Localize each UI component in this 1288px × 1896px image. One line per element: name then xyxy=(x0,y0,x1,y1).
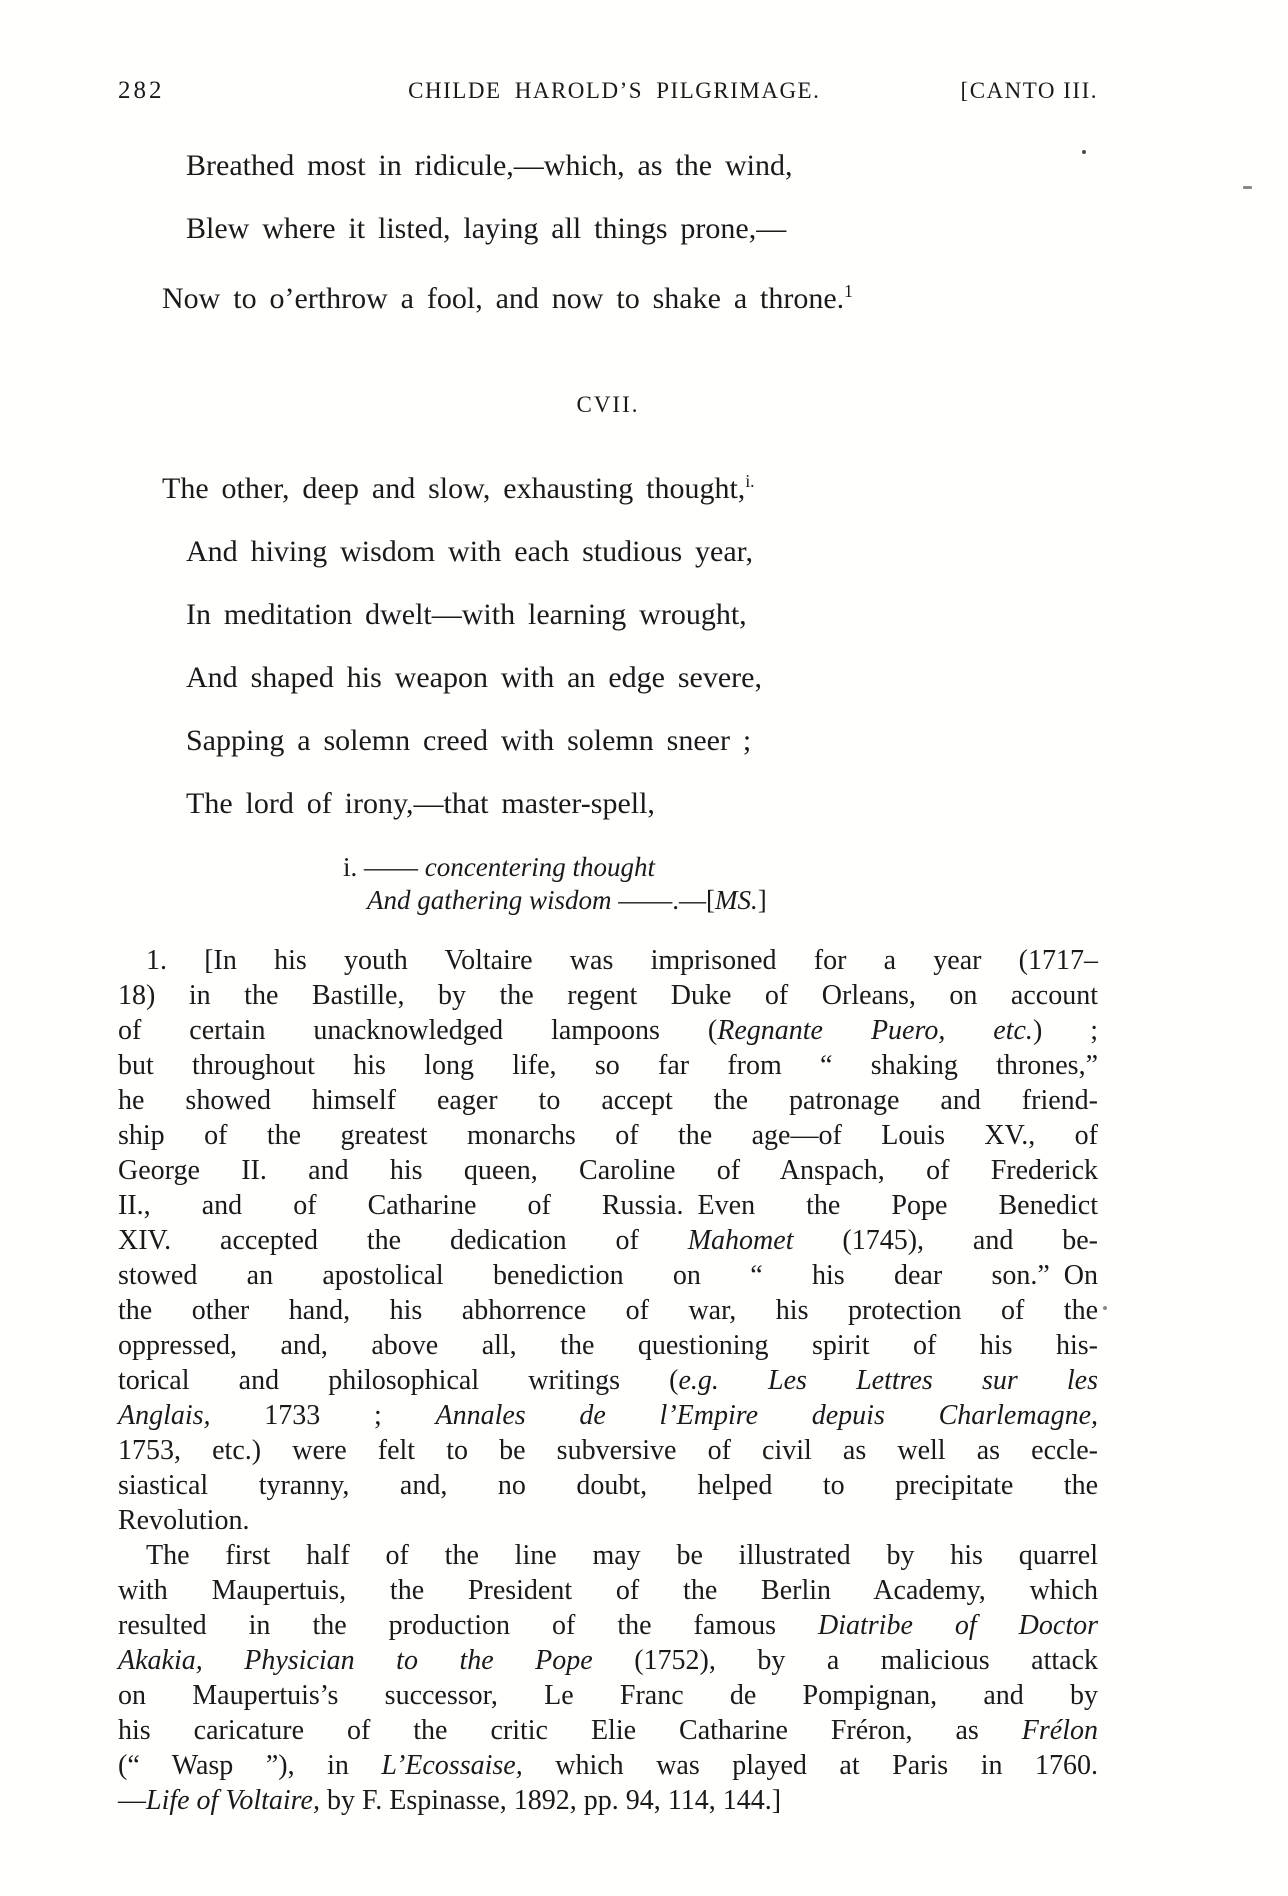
text-segment: Frélon xyxy=(1021,1715,1098,1746)
text-line xyxy=(118,1608,1098,1643)
text-segment: ship of the greatest monarchs of the age—of Louis XV., of xyxy=(118,1120,1098,1151)
text-line xyxy=(118,1748,1098,1783)
text-segment: 1733 ; xyxy=(210,1400,436,1431)
scan-speck xyxy=(1082,150,1086,154)
text-segment: (“ Wasp ”), in xyxy=(118,1750,382,1781)
text-segment: In meditation dwelt—with learning wrought, xyxy=(186,598,747,631)
text-segment: The first half of the line may be illustrated by his quarrel xyxy=(146,1540,1098,1571)
text-line xyxy=(186,197,1098,260)
footnote-reference-mark: 1 xyxy=(844,281,853,301)
text-segment: Now to o’erthrow a fool, and now to shake a throne. xyxy=(162,282,845,315)
text-segment: 1753, etc.) were felt to be subversive of civil as well as eccle- xyxy=(118,1435,1098,1466)
text-line xyxy=(118,978,1098,1013)
text-segment: The lord of irony,—that master-spell, xyxy=(186,787,655,820)
text-segment: but throughout his long life, so far from “ shaking thrones,” xyxy=(118,1050,1098,1081)
text-line xyxy=(118,1783,1098,1818)
text-segment: Anglais, xyxy=(118,1400,211,1431)
text-segment: stowed an apostolical benediction on “ his dear son.” On xyxy=(118,1260,1098,1291)
text-segment: ] xyxy=(757,885,767,915)
text-segment: resulted in the production of the famous xyxy=(118,1610,818,1641)
text-segment: And gathering wisdom xyxy=(367,885,612,915)
text-line xyxy=(186,709,1098,772)
text-segment: ) ; xyxy=(1032,1015,1098,1046)
text-segment: George II. and his queen, Caroline of Anspach, of Frederick xyxy=(118,1155,1098,1186)
text-line xyxy=(118,1223,1098,1258)
text-line xyxy=(118,1503,1098,1538)
text-segment: Diatribe of Doctor xyxy=(817,1610,1098,1641)
text-line xyxy=(118,1643,1098,1678)
text-line xyxy=(186,134,1098,197)
text-line xyxy=(118,1433,1098,1468)
scan-speck xyxy=(1243,186,1252,189)
text-segment: Blew where it listed, laying all things prone,— xyxy=(186,212,787,245)
text-line xyxy=(118,1258,1098,1293)
running-title: CHILDE HAROLD’S PILGRIMAGE. xyxy=(408,78,821,103)
text-line xyxy=(162,260,1098,330)
text-segment: Annales de l’Empire depuis Charlemagne, xyxy=(435,1400,1098,1431)
text-segment: Mahomet xyxy=(687,1225,794,1256)
text-line xyxy=(118,1468,1098,1503)
text-segment: — xyxy=(118,1785,146,1816)
text-line xyxy=(118,1363,1098,1398)
text-line xyxy=(118,1328,1098,1363)
text-segment: MS. xyxy=(715,885,758,915)
text-segment: Revolution. xyxy=(118,1505,250,1536)
text-segment: of certain unacknowledged lampoons ( xyxy=(118,1015,718,1046)
text-line xyxy=(343,851,1098,884)
text-segment: which was played at Paris in 1760. xyxy=(522,1750,1098,1781)
text-line xyxy=(118,1153,1098,1188)
text-line xyxy=(186,646,1098,709)
text-segment: siastical tyranny, and, no doubt, helped to precipitate the xyxy=(118,1470,1098,1501)
text-segment: Life of Voltaire, xyxy=(146,1785,320,1816)
page-number: 282 xyxy=(118,77,165,104)
text-segment: The other, deep and slow, exhausting thought, xyxy=(162,472,746,505)
text-line xyxy=(118,943,1098,978)
text-segment: 18) in the Bastille, by the regent Duke of Orleans, on account xyxy=(118,980,1098,1011)
text-line xyxy=(118,1293,1098,1328)
scan-speck xyxy=(1103,1306,1107,1310)
text-segment: e.g. Les Lettres sur les xyxy=(678,1365,1098,1396)
text-line xyxy=(118,1573,1098,1608)
text-segment: (1752), by a malicious attack xyxy=(592,1645,1098,1676)
text-segment: ——.—[ xyxy=(611,885,716,915)
text-line xyxy=(162,450,1098,520)
manuscript-variant-note xyxy=(343,851,1098,917)
text-segment: with Maupertuis, the President of the Berlin Academy, which xyxy=(118,1575,1098,1606)
text-line xyxy=(118,1713,1098,1748)
text-segment: torical and philosophical writings ( xyxy=(118,1365,679,1396)
text-segment: XIV. accepted the dedication of xyxy=(118,1225,688,1256)
text-segment: And hiving wisdom with each studious year, xyxy=(186,535,753,568)
text-line xyxy=(186,583,1098,646)
footnote-reference-mark: i. xyxy=(745,471,755,491)
stanza-cvii-verse xyxy=(118,450,1098,835)
text-segment: 1. [In his youth Voltaire was imprisoned for a year (1717– xyxy=(146,945,1098,976)
text-line xyxy=(118,1188,1098,1223)
text-segment: his caricature of the critic Elie Catharine Fréron, as xyxy=(118,1715,1022,1746)
text-segment: on Maupertuis’s successor, Le Franc de Pompignan, and by xyxy=(118,1680,1098,1711)
text-segment: Breathed most in ridicule,—which, as the wind, xyxy=(186,149,793,182)
text-segment: the other hand, his abhorrence of war, his protection of the xyxy=(118,1295,1098,1326)
text-segment: Regnante Puero, etc. xyxy=(717,1015,1033,1046)
text-segment: concentering thought xyxy=(424,852,655,882)
text-line xyxy=(118,1398,1098,1433)
text-line xyxy=(186,520,1098,583)
page-header xyxy=(118,76,1098,106)
text-line xyxy=(186,772,1098,835)
canto-label: [CANTO III. xyxy=(960,78,1098,103)
stanza-cvii-heading: CVII. xyxy=(576,392,640,417)
text-segment: i. —— xyxy=(343,852,425,882)
text-segment: L’Ecossaise, xyxy=(381,1750,523,1781)
text-segment: Akakia, Physician to the Pope xyxy=(118,1645,593,1676)
stanza-cvi-closing-lines xyxy=(118,134,1098,330)
text-segment: oppressed, and, above all, the questioning spirit of his his- xyxy=(118,1330,1098,1361)
editor-footnote xyxy=(118,943,1098,1818)
text-segment: by F. Espinasse, 1892, pp. 94, 114, 144.] xyxy=(319,1785,782,1816)
text-segment: And shaped his weapon with an edge severe, xyxy=(186,661,762,694)
text-line xyxy=(118,1048,1098,1083)
text-line xyxy=(118,1083,1098,1118)
text-line xyxy=(118,1538,1098,1573)
text-segment: (1745), and be- xyxy=(793,1225,1099,1256)
text-line xyxy=(118,1678,1098,1713)
text-line xyxy=(367,884,1098,917)
text-segment: Sapping a solemn creed with solemn sneer ; xyxy=(186,724,752,757)
text-segment: he showed himself eager to accept the patronage and friend- xyxy=(118,1085,1098,1116)
text-segment: II., and of Catharine of Russia. Even the Pope Benedict xyxy=(118,1190,1098,1221)
text-line xyxy=(118,1118,1098,1153)
text-line xyxy=(118,1013,1098,1048)
